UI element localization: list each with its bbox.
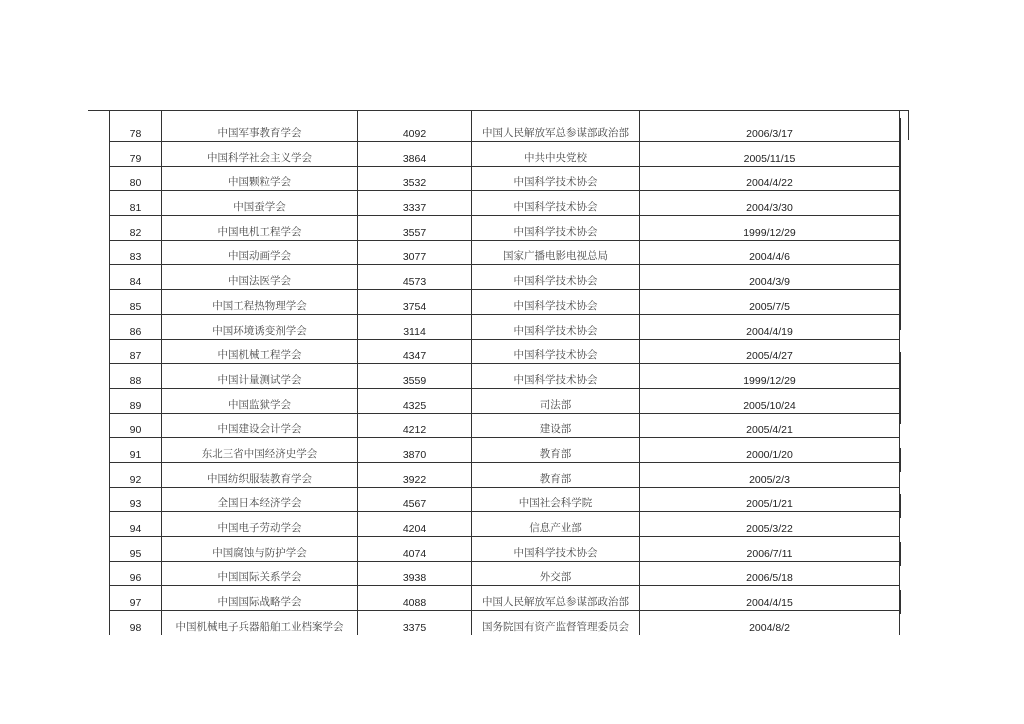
row-number-cell: 78 (110, 110, 162, 142)
society-name-cell: 中国军事教育学会 (162, 110, 358, 142)
registry-table (109, 110, 900, 635)
row-number-cell: 95 (110, 537, 162, 562)
supervising-org-cell: 中共中央党校 (472, 142, 640, 167)
registration-code-cell: 3864 (358, 142, 472, 167)
registration-code-cell: 3922 (358, 462, 472, 487)
table-row (110, 487, 900, 512)
row-number-cell: 84 (110, 265, 162, 290)
registration-date-cell: 2004/4/19 (640, 314, 900, 339)
registration-date-cell: 1999/12/29 (640, 364, 900, 389)
society-name-cell: 中国计量测试学会 (162, 364, 358, 389)
registration-date-cell: 2006/3/17 (640, 110, 900, 142)
row-number-cell: 94 (110, 512, 162, 537)
row-number-cell: 92 (110, 462, 162, 487)
society-name-cell: 中国科学社会主义学会 (162, 142, 358, 167)
registration-date-cell: 2005/10/24 (640, 388, 900, 413)
registration-code-cell: 3077 (358, 240, 472, 265)
right-border-segment-6 (900, 590, 901, 614)
registration-date-cell: 2005/1/21 (640, 487, 900, 512)
supervising-org-cell: 中国科学技术协会 (472, 537, 640, 562)
row-number-cell: 86 (110, 314, 162, 339)
row-number-cell: 82 (110, 216, 162, 241)
society-name-cell: 中国国际战略学会 (162, 586, 358, 611)
row-number-cell: 81 (110, 191, 162, 216)
supervising-org-cell: 中国科学技术协会 (472, 191, 640, 216)
supervising-org-cell: 外交部 (472, 561, 640, 586)
right-border-segment-5 (900, 542, 901, 566)
registration-code-cell: 4347 (358, 339, 472, 364)
society-name-cell: 中国机械电子兵器船舶工业档案学会 (162, 611, 358, 635)
row-number-cell: 93 (110, 487, 162, 512)
right-border-segment-3 (900, 448, 901, 472)
supervising-org-cell: 信息产业部 (472, 512, 640, 537)
supervising-org-cell: 中国科学技术协会 (472, 265, 640, 290)
registration-code-cell: 4074 (358, 537, 472, 562)
society-name-cell: 中国电子劳动学会 (162, 512, 358, 537)
supervising-org-cell: 中国科学技术协会 (472, 314, 640, 339)
row-number-cell: 90 (110, 413, 162, 438)
registration-date-cell: 2005/3/22 (640, 512, 900, 537)
registration-code-cell: 3557 (358, 216, 472, 241)
registration-code-cell: 4092 (358, 110, 472, 142)
row-number-cell: 80 (110, 166, 162, 191)
table-row (110, 512, 900, 537)
table-row (110, 364, 900, 389)
table-row (110, 462, 900, 487)
table-row (110, 166, 900, 191)
supervising-org-cell: 中国科学技术协会 (472, 339, 640, 364)
row-number-cell: 98 (110, 611, 162, 635)
supervising-org-cell: 中国科学技术协会 (472, 166, 640, 191)
registration-code-cell: 3559 (358, 364, 472, 389)
right-border-segment-2 (900, 352, 901, 424)
supervising-org-cell: 司法部 (472, 388, 640, 413)
registration-code-cell: 3870 (358, 438, 472, 463)
registration-code-cell: 4325 (358, 388, 472, 413)
registration-date-cell: 2005/4/27 (640, 339, 900, 364)
table-row (110, 339, 900, 364)
row-number-cell: 88 (110, 364, 162, 389)
registration-code-cell: 3114 (358, 314, 472, 339)
society-name-cell: 中国建设会计学会 (162, 413, 358, 438)
supervising-org-cell: 中国人民解放军总参谋部政治部 (472, 586, 640, 611)
registration-date-cell: 2005/11/15 (640, 142, 900, 167)
supervising-org-cell: 中国社会科学院 (472, 487, 640, 512)
right-border-top (908, 110, 909, 140)
registration-date-cell: 2005/7/5 (640, 290, 900, 315)
registration-date-cell: 2006/5/18 (640, 561, 900, 586)
row-number-cell: 96 (110, 561, 162, 586)
registration-code-cell: 4204 (358, 512, 472, 537)
society-name-cell: 中国电机工程学会 (162, 216, 358, 241)
registration-code-cell: 3375 (358, 611, 472, 635)
registration-date-cell: 2005/2/3 (640, 462, 900, 487)
society-name-cell: 东北三省中国经济史学会 (162, 438, 358, 463)
registration-code-cell: 4567 (358, 487, 472, 512)
row-number-cell: 97 (110, 586, 162, 611)
supervising-org-cell: 中国科学技术协会 (472, 364, 640, 389)
society-name-cell: 中国蚕学会 (162, 191, 358, 216)
table-row (110, 216, 900, 241)
society-name-cell: 中国机械工程学会 (162, 339, 358, 364)
table-row (110, 110, 900, 142)
registration-date-cell: 2004/4/15 (640, 586, 900, 611)
registration-date-cell: 2004/4/6 (640, 240, 900, 265)
table-row (110, 413, 900, 438)
registration-code-cell: 4088 (358, 586, 472, 611)
society-name-cell: 中国环境诱变剂学会 (162, 314, 358, 339)
table-row (110, 611, 900, 635)
supervising-org-cell: 中国科学技术协会 (472, 216, 640, 241)
society-name-cell: 中国工程热物理学会 (162, 290, 358, 315)
table-row (110, 240, 900, 265)
table-row (110, 438, 900, 463)
table-row (110, 561, 900, 586)
table-row (110, 586, 900, 611)
registration-code-cell: 3754 (358, 290, 472, 315)
right-border-segment-4 (900, 494, 901, 518)
registry-table-body (110, 110, 900, 635)
registration-date-cell: 1999/12/29 (640, 216, 900, 241)
registration-code-cell: 3337 (358, 191, 472, 216)
row-number-cell: 87 (110, 339, 162, 364)
society-name-cell: 中国颗粒学会 (162, 166, 358, 191)
table-row (110, 537, 900, 562)
table-row (110, 265, 900, 290)
society-name-cell: 中国纺织服装教育学会 (162, 462, 358, 487)
registration-date-cell: 2004/4/22 (640, 166, 900, 191)
registration-code-cell: 3532 (358, 166, 472, 191)
society-name-cell: 中国国际关系学会 (162, 561, 358, 586)
supervising-org-cell: 中国人民解放军总参谋部政治部 (472, 110, 640, 142)
row-number-cell: 89 (110, 388, 162, 413)
table-row (110, 388, 900, 413)
row-number-cell: 83 (110, 240, 162, 265)
supervising-org-cell: 国务院国有资产监督管理委员会 (472, 611, 640, 635)
registration-code-cell: 3938 (358, 561, 472, 586)
registration-date-cell: 2000/1/20 (640, 438, 900, 463)
society-name-cell: 中国监狱学会 (162, 388, 358, 413)
registration-date-cell: 2006/7/11 (640, 537, 900, 562)
right-border-segment-1 (900, 118, 901, 330)
supervising-org-cell: 中国科学技术协会 (472, 290, 640, 315)
row-number-cell: 91 (110, 438, 162, 463)
society-name-cell: 中国腐蚀与防护学会 (162, 537, 358, 562)
supervising-org-cell: 国家广播电影电视总局 (472, 240, 640, 265)
registration-date-cell: 2004/3/9 (640, 265, 900, 290)
society-name-cell: 全国日本经济学会 (162, 487, 358, 512)
registration-date-cell: 2004/8/2 (640, 611, 900, 635)
table-row (110, 142, 900, 167)
table-row (110, 314, 900, 339)
table-row (110, 290, 900, 315)
supervising-org-cell: 教育部 (472, 462, 640, 487)
supervising-org-cell: 教育部 (472, 438, 640, 463)
registration-date-cell: 2005/4/21 (640, 413, 900, 438)
society-name-cell: 中国动画学会 (162, 240, 358, 265)
row-number-cell: 85 (110, 290, 162, 315)
registration-code-cell: 4573 (358, 265, 472, 290)
table-row (110, 191, 900, 216)
registration-date-cell: 2004/3/30 (640, 191, 900, 216)
supervising-org-cell: 建设部 (472, 413, 640, 438)
row-number-cell: 79 (110, 142, 162, 167)
society-name-cell: 中国法医学会 (162, 265, 358, 290)
registration-code-cell: 4212 (358, 413, 472, 438)
